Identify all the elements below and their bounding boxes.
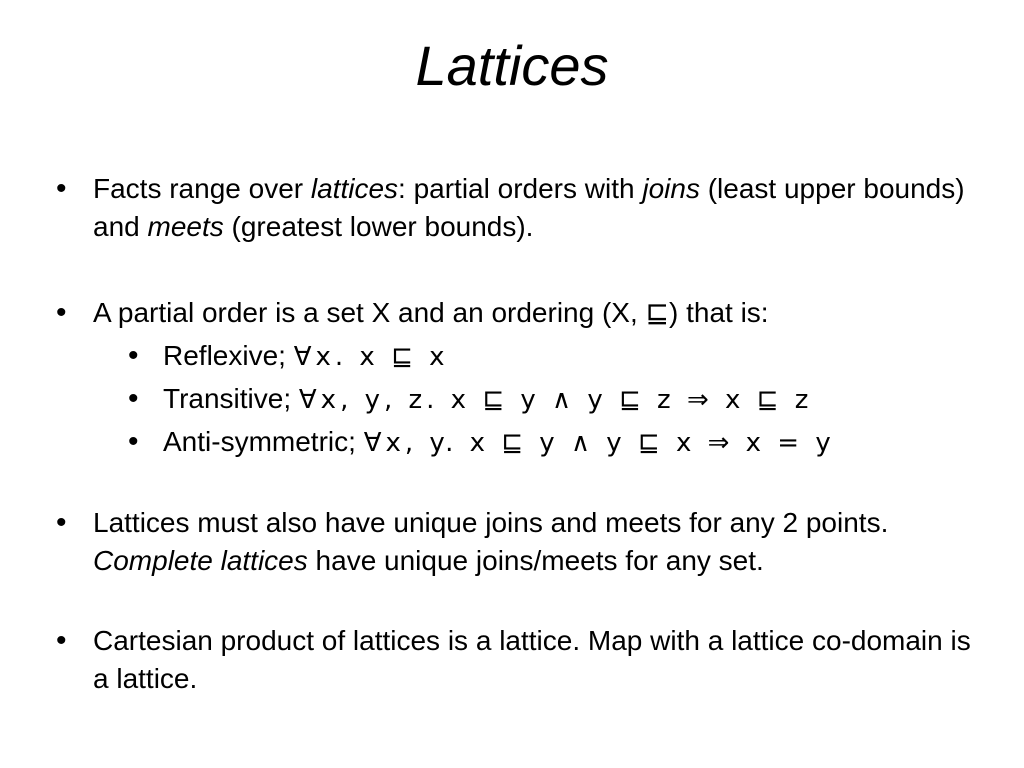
emphasis-meets: meets (147, 211, 224, 242)
text-run: Lattices must also have unique joins and meets for any 2 points. (93, 507, 889, 538)
bullet-dot: • (56, 624, 67, 657)
text-run: : partial orders with (398, 173, 643, 204)
text-run: (greatest lower bounds). (223, 211, 534, 242)
formula: ∀x, y, z. x ⊑ y ∧ y ⊑ z ⇒ x ⊑ z (298, 385, 813, 415)
bullet-dot: • (128, 382, 139, 415)
bullet-dot: • (128, 425, 139, 458)
formula: ∀x. x ⊑ x (293, 342, 449, 372)
text-run: (least upper bounds) and (93, 173, 965, 242)
emphasis-complete-lattices: Complete lattices (93, 545, 308, 576)
bullet-text: Cartesian product of lattices is a lattice. Map with a lattice co-domain is a lattice. (93, 625, 971, 694)
bullet-text: A partial order is a set X and an ordering (X, ⊑) that is: (93, 297, 769, 328)
sub-bullet-text (163, 423, 835, 462)
text-run: Facts range over (93, 173, 311, 204)
property-label: Reflexive; (163, 340, 294, 371)
bullet-dot: • (56, 506, 67, 539)
bullet-text (93, 504, 973, 580)
slide-title: Lattices (415, 34, 609, 97)
text-run: have unique joins/meets for any set. (307, 545, 764, 576)
bullet-dot: • (56, 172, 67, 205)
sub-bullet-text (163, 337, 449, 376)
property-label: Anti-symmetric; (163, 426, 364, 457)
bullet-dot: • (56, 296, 67, 329)
formula: ∀x, y. x ⊑ y ∧ y ⊑ x ⇒ x = y (363, 428, 835, 458)
property-label: Transitive; (163, 383, 299, 414)
emphasis-lattices: lattices (310, 173, 399, 204)
bullet-dot: • (128, 339, 139, 372)
sub-bullet-text (163, 380, 812, 419)
bullet-text (93, 170, 973, 246)
emphasis-joins: joins (642, 173, 700, 204)
